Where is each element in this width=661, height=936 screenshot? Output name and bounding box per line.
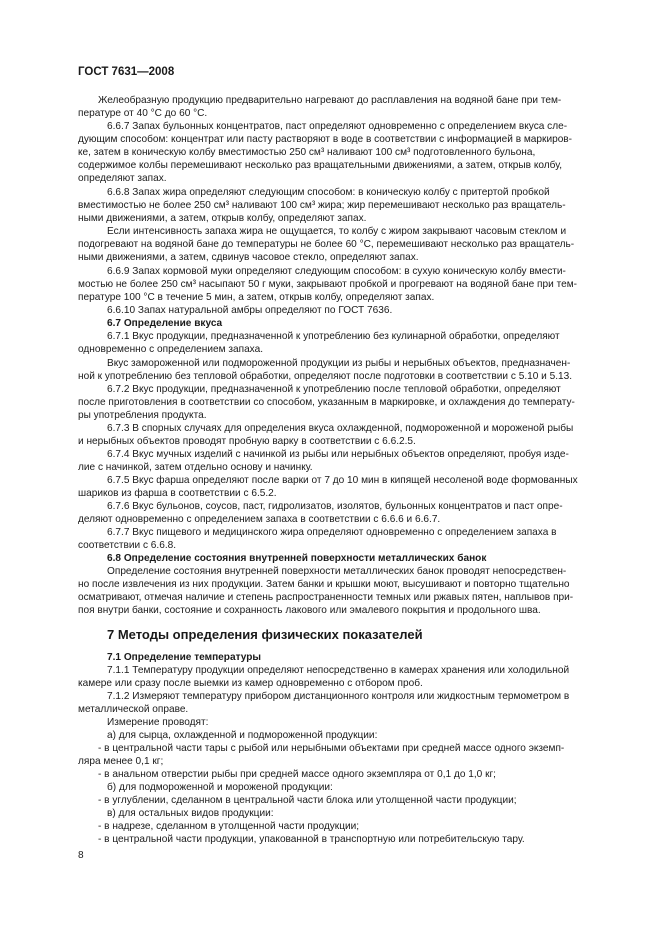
body-text-line: ными движениями, а затем, сдвинув часовое стекло, определяют запах. — [78, 252, 419, 263]
subsection-heading: 7.1 Определение температуры — [107, 652, 262, 663]
body-text-line: Желеобразную продукцию предварительно нагревают до расплавления на водяной бане при тем- — [98, 95, 562, 106]
section-heading: 7 Методы определения физических показателей — [107, 627, 423, 642]
body-text-line: Измерение проводят: — [107, 717, 209, 728]
body-text-line: 6.6.9 Запах кормовой муки определяют следующим способом: в сухую коническую колбу вмести- — [107, 266, 566, 277]
body-text-line: подогревают на водяной бане до температуры не более 60 °С, перемешивают несколько раз вращатель- — [78, 239, 575, 250]
body-text-line: ры употребления продукта. — [78, 410, 207, 421]
body-text-line: Вкус замороженной или подмороженной продукции из рыбы и нерыбных объектов, предназначен- — [107, 358, 571, 369]
body-text-line: 6.7.5 Вкус фарша определяют после варки от 7 до 10 мин в кипящей несоленой воде формованных — [107, 475, 578, 486]
subsection-heading: 6.7 Определение вкуса — [107, 318, 223, 329]
body-text-line: но после извлечения из них продукции. Затем банки и крышки моют, высушивают и повторно тщательно — [78, 579, 570, 590]
body-text-line: в) для остальных видов продукции: — [107, 808, 274, 819]
body-text-line: дующим способом: концентрат или пасту растворяют в воде в соответствии с информацией в маркиров- — [78, 134, 573, 145]
body-text-line: - в углублении, сделанном в центральной части блока или утолщенной части продукции; — [98, 795, 517, 806]
body-text-line: - в надрезе, сделанном в утолщенной части продукции; — [98, 821, 360, 832]
body-text-line: 6.7.1 Вкус продукции, предназначенной к употреблению без кулинарной обработки, определяют — [107, 331, 560, 342]
body-text-line: одновременно с определением запаха. — [78, 344, 264, 355]
body-text-line: камере или сразу после выемки из камер одновременно с отбором проб. — [78, 678, 423, 689]
page-number: 8 — [78, 850, 84, 861]
page-header-title: ГОСТ 7631—2008 — [78, 66, 175, 78]
body-text-line: Определение состояния внутренней поверхности металлических банок проводят непосредствен- — [107, 566, 567, 577]
subsection-heading: 6.8 Определение состояния внутренней поверхности металлических банок — [107, 553, 487, 564]
body-text-line: вместимостью не более 250 см³ наливают 100 см³ жира; жир перемешивают несколько раз вращатель- — [78, 200, 566, 211]
body-text-line: Если интенсивность запаха жира не ощущается, то колбу с жиром закрывают часовым стеклом и — [107, 226, 567, 237]
body-text-line: 6.6.10 Запах натуральной амбры определяют по ГОСТ 7636. — [107, 305, 393, 316]
body-text-line: шариков из фарша в соответствии с 6.5.2. — [78, 488, 277, 499]
body-text-line: после приготовления в соответствии со способом, указанным в маркировке, и охлаждения до температу- — [78, 397, 575, 408]
body-text-line: лие с начинкой, затем отдельно основу и начинку. — [78, 462, 313, 473]
body-text-line: деляют одновременно с определением запаха в соответствии с 6.6.6 и 6.6.7. — [78, 514, 441, 525]
body-text-line: пературе 100 °С в течение 5 мин, а затем, открыв колбу, определяют запах. — [78, 292, 435, 303]
body-text-line: 6.6.7 Запах бульонных концентратов, паст определяют одновременно с определением вкуса сле- — [107, 121, 568, 132]
body-text-line: мостью не более 250 см³ насыпают 50 г муки, закрывают пробкой и прогревают на водяной бане при тем- — [78, 279, 577, 290]
body-text-line: - в центральной части продукции, упакованной в транспортную или потребительскую тару. — [98, 834, 525, 845]
body-text-line: 6.7.6 Вкус бульонов, соусов, паст, гидролизатов, изолятов, бульонных концентратов и паст опре- — [107, 501, 563, 512]
body-text-line: 6.6.8 Запах жира определяют следующим способом: в коническую колбу с притертой пробкой — [107, 187, 550, 198]
body-text-line: и нерыбных объектов проводят пробную варку в соответствии с 6.6.2.5. — [78, 436, 416, 447]
body-text-line: 7.1.1 Температуру продукции определяют непосредственно в камерах хранения или холодильной — [107, 665, 570, 676]
body-text-line: осматривают, отмечая наличие и степень распространенности темных или ржавых пятен, наплывов при- — [78, 592, 574, 603]
body-text-line: б) для подмороженной и мороженой продукции: — [107, 782, 333, 793]
body-text-line: 6.7.4 Вкус мучных изделий с начинкой из рыбы или нерыбных объектов определяют, пробуя изде- — [107, 449, 569, 460]
body-text-line: определяют запах. — [78, 173, 167, 184]
body-text-line: - в центральной части тары с рыбой или нерыбными объектами при средней массе одного экземп- — [98, 743, 565, 754]
body-text-line: а) для сырца, охлажденной и подмороженной продукции: — [107, 730, 378, 741]
body-text-line: 6.7.2 Вкус продукции, предназначенной к употреблению после тепловой обработки, определяют — [107, 384, 561, 395]
body-text-line: 6.7.3 В спорных случаях для определения вкуса охлажденной, подмороженной и мороженой рыбы — [107, 423, 574, 434]
body-text-line: соответствии с 6.6.8. — [78, 540, 177, 551]
body-text-line: 6.7.7 Вкус пищевого и медицинского жира определяют одновременно с определением запаха в — [107, 527, 557, 538]
body-text-line: ными движениями, а затем, открыв колбу, определяют запах. — [78, 213, 367, 224]
body-text-line: поя внутри банки, состояние и сохранность лакового или эмалевого покрытия и продольного шва. — [78, 605, 541, 616]
body-text-line: содержимое колбы перемешивают несколько раз вращательными движениями, а затем, открыв колбу, — [78, 160, 563, 171]
body-text-line: ной к употреблению без тепловой обработки, определяют после подготовки в соответствии с 5.10 и 5.13. — [78, 371, 573, 382]
body-text-line: 7.1.2 Измеряют температуру прибором дистанционного контроля или жидкостным термометром в — [107, 691, 570, 702]
body-text-line: пературе от 40 °С до 60 °С. — [78, 108, 208, 119]
body-text-line: - в анальном отверстии рыбы при средней массе одного экземпляра от 0,1 до 1,0 кг; — [98, 769, 496, 780]
body-text-line: ляра менее 0,1 кг; — [78, 756, 164, 767]
body-text-line: металлической оправе. — [78, 704, 189, 715]
body-text-line: ке, затем в коническую колбу вместимостью 250 см³ наливают 100 см³ подготовленного бульона, — [78, 147, 536, 158]
